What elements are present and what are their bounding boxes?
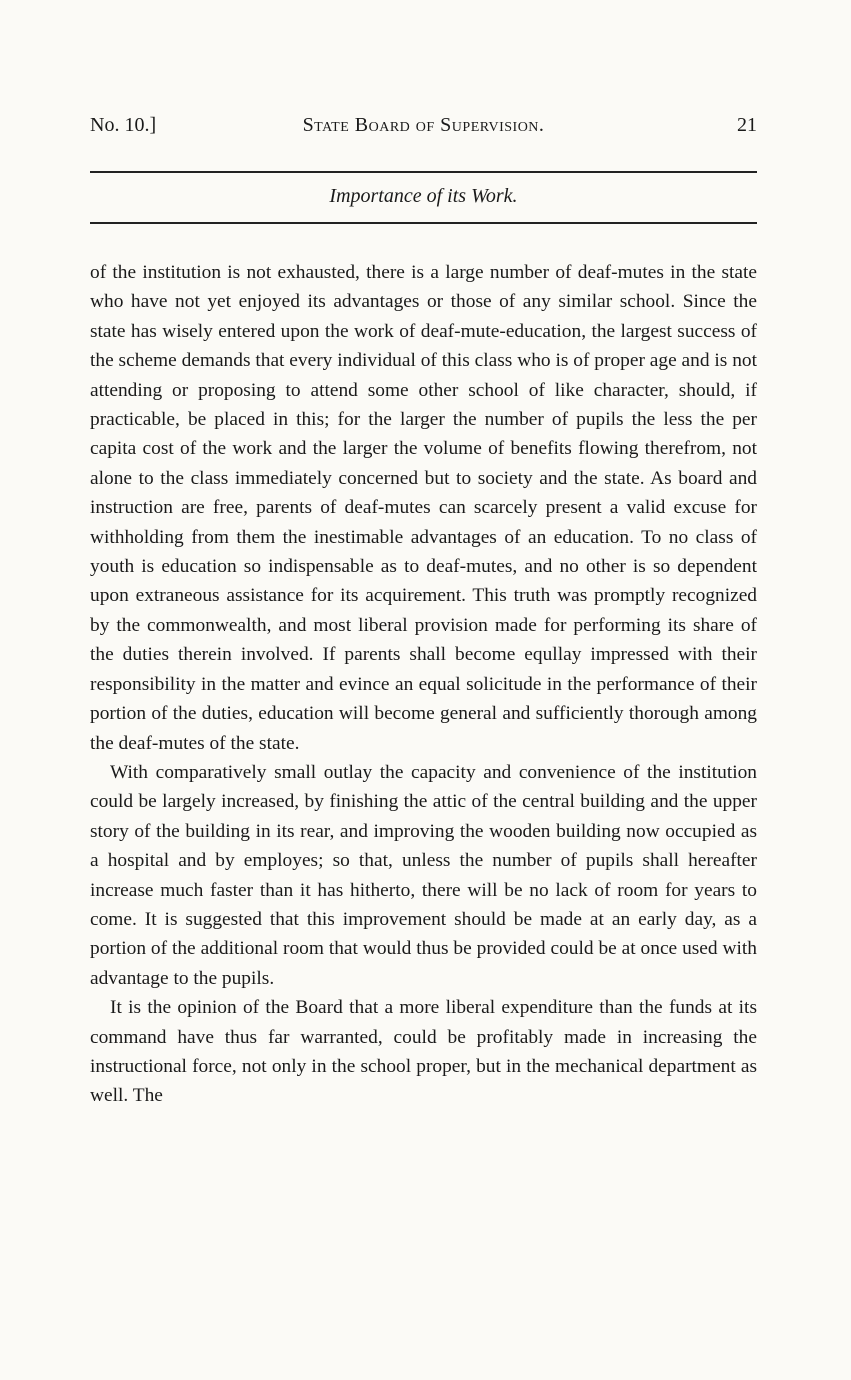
page-number: 21 — [737, 114, 757, 136]
paragraph: With comparatively small outlay the capacity and convenience of the institution could be largely increased, by finishing the attic of the central building and the upper story of the building in its rear, and improving the wooden building now occupied as a hospital and by employes; so that, unless the number of pupils shall hereafter increase much faster than it has hitherto, there will be no lack of room for years to come. It is suggested that this improvement should be made at an early day, as a portion of the additional room that would thus be provided could be at once used with advantage to the pupils. — [90, 761, 757, 989]
paragraph: of the institution is not exhausted, there is a large number of deaf-mutes in the state who have not yet enjoyed its advantages or those of any similar school. Since the state has wisely entered upon the work of deaf-mute-education, the largest success of the scheme demands that every individual of this class who is of proper age and is not attending or proposing to attend some other school of like character, should, if practicable, be placed in this; for the larger the number of pupils the less the per capita cost of the work and the larger the volume of benefits flowing therefrom, not alone to the class immediately concerned but to society and the state. As board and instruction are free, parents of deaf-mutes can scarcely present a valid excuse for withholding from them the inestimable advantages of an education. To no class of youth is education so indispensable as to deaf-mutes, and no other is so dependent upon extraneous assistance for its acquirement. This truth was promptly recognized by the commonwealth, and most liberal provision made for performing its share of the duties therein involved. If parents shall become equllay impressed with their responsibility in the matter and evince an equal solicitude in the performance of their portion of the duties, education will become general and sufficiently thorough among the deaf-mutes of the state. — [90, 262, 757, 754]
running-head — [90, 114, 757, 144]
document-number: No. 10.] — [90, 114, 157, 136]
running-title: State Board of Supervision. — [302, 114, 545, 136]
bottom-rule — [90, 222, 757, 224]
body-text — [90, 258, 757, 1111]
top-rule — [90, 171, 757, 173]
section-title: Importance of its Work. — [329, 185, 518, 207]
paragraph: It is the opinion of the Board that a more liberal expenditure than the funds at its command have thus far warranted, could be profitably made in increasing the instructional force, not only in the school proper, but in the mechanical department as well. The — [90, 997, 757, 1107]
